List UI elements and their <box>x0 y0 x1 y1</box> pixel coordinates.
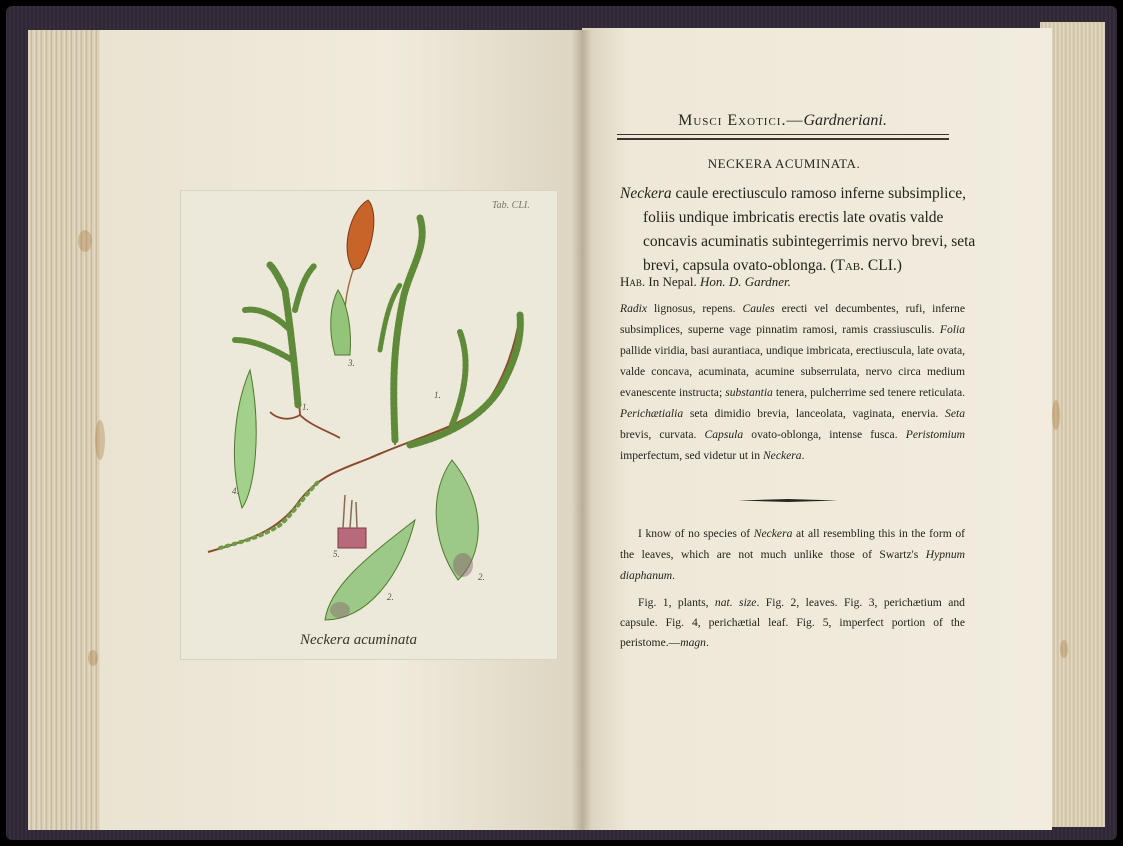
description-run: Peristomium <box>905 428 965 441</box>
figure-label: 1. <box>302 402 309 412</box>
moss-foliage <box>394 218 422 440</box>
description-run: Caules <box>742 302 775 315</box>
running-header <box>615 112 950 130</box>
foxing-stain <box>95 420 105 460</box>
figures-run: Fig. 1, plants, <box>638 596 715 609</box>
running-header-prefix: Musci Exotici.— <box>678 112 804 129</box>
perichaetium <box>331 290 351 355</box>
capsule <box>347 200 374 270</box>
description <box>620 298 965 466</box>
description-run: Neckera <box>762 449 802 462</box>
note-run: . <box>672 569 676 582</box>
figure-label: 2. <box>478 572 485 582</box>
description-run: Perichætialia <box>620 407 684 420</box>
peristome <box>338 528 366 548</box>
figures-run: . <box>705 636 709 649</box>
description-run: ovato-oblonga, intense fusca. <box>743 428 906 441</box>
commentary <box>620 523 965 586</box>
figure-label: 2. <box>387 592 394 602</box>
header-rule <box>617 138 949 140</box>
header-rule <box>617 134 949 135</box>
habitat-label: Hab. <box>620 274 646 289</box>
figure-explanation <box>620 593 965 653</box>
note-run: Neckera <box>753 527 793 540</box>
diagnosis-text: caule erectiusculo ramoso inferne subsimplice, foliis undique imbricatis erectis late ovatis valde concavis acuminatis subintegerrimis nervo brevi, seta brevi, capsula ovato-oblonga. <box>643 185 976 274</box>
description-run: erecti vel decumbentes, rufi, inferne subsimplices, superne vage pinnatim ramosi, ramis crassiusculis. <box>620 302 965 336</box>
habitat-collector: Hon. D. Gardner. <box>700 274 791 289</box>
leaf-base-shading <box>330 602 350 618</box>
botanical-plate <box>180 190 558 660</box>
peristome-teeth <box>343 495 357 528</box>
plate-caption: Neckera acuminata <box>300 632 418 648</box>
moss-foliage <box>245 310 290 330</box>
figures-run: magn <box>680 636 706 649</box>
note-run: Hypnum diaphanum <box>620 548 965 582</box>
diagnosis-tab-ref: (Tab. CLI.) <box>830 257 902 274</box>
leaf-base-shading <box>453 553 473 577</box>
foxing-stain <box>1052 400 1060 430</box>
description-run: Seta <box>945 407 965 420</box>
description-run: tenera, pulcherrime sed tenere reticulata. <box>772 386 965 399</box>
book-gutter <box>572 30 592 830</box>
figures-run: . Fig. 2, leaves. Fig. 3, perichætium and capsule. Fig. 4, perichætial leaf. Fig. 5, imperfect portion of the peristome.— <box>620 596 965 649</box>
foxing-stain <box>78 230 92 252</box>
note-run: I know of no species of <box>638 527 754 540</box>
species-title: NECKERA ACUMINATA. <box>707 156 861 171</box>
note-run: at all resembling this in the form of the leaves, which are not much unlike those of Swartz's <box>620 527 965 561</box>
description-run: imperfectum, sed videtur ut in <box>620 449 763 462</box>
habitat-place: In Nepal. <box>645 274 697 289</box>
moss-foliage <box>452 332 466 425</box>
moss-stem-left <box>270 310 340 438</box>
foxing-stain <box>88 650 98 666</box>
description-run: brevis, curvata. <box>620 428 705 441</box>
plate-number: Tab. CLI. <box>492 200 530 211</box>
running-header-suffix: Gardneriani. <box>803 112 887 129</box>
foxing-stain <box>1060 640 1068 658</box>
description-run: Radix <box>620 302 648 315</box>
figure-label: 3. <box>348 358 355 368</box>
figure-label: 5. <box>333 549 340 559</box>
ornamental-rule <box>738 499 838 502</box>
diagnosis-genus: Neckera <box>620 185 672 202</box>
moss-foliage <box>270 265 298 405</box>
figure-label: 4. <box>232 486 239 496</box>
figure-label: 1. <box>434 390 441 400</box>
description-run: Capsula <box>704 428 744 441</box>
moss-foliage <box>295 265 315 310</box>
description-run: Folia <box>939 323 965 336</box>
description-run: pallide viridia, basi aurantiaca, undique imbricata, erectiuscula, late ovata, valde concava, acuminata, acumine subserrulata, nervo circa medium evanescente instructa; <box>620 344 965 399</box>
description-run: . <box>801 449 805 462</box>
moss-illustration <box>180 190 558 660</box>
description-run: substantia <box>725 386 773 399</box>
moss-foliage <box>235 340 292 360</box>
habitat <box>620 274 965 290</box>
diagnosis <box>620 182 988 278</box>
figures-run: nat. size <box>714 596 757 609</box>
description-run: lignosus, repens. <box>647 302 743 315</box>
description-run: seta dimidio brevia, lanceolata, vaginata, enervia. <box>683 407 946 420</box>
